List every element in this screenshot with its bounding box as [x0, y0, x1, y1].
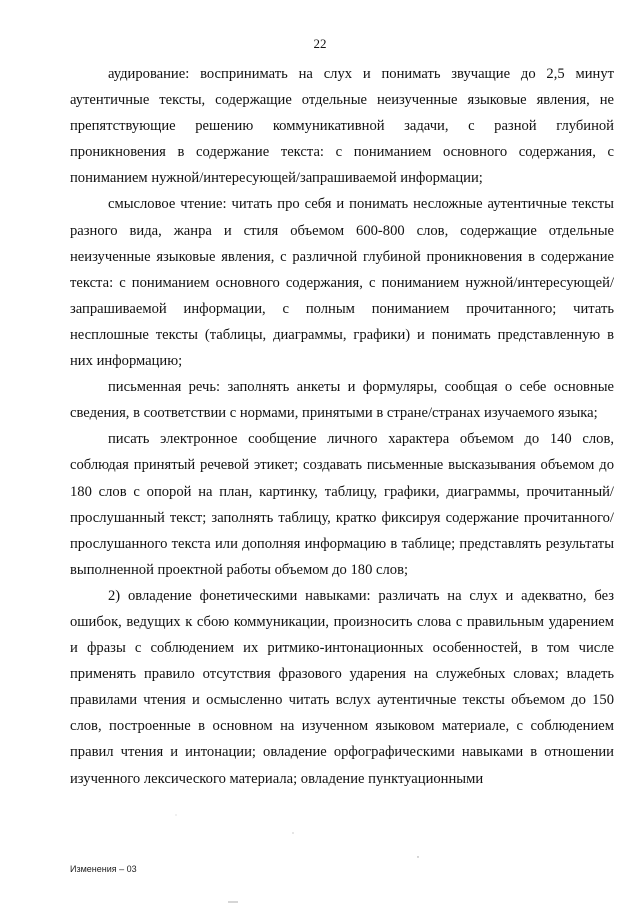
- paragraph-reading: смысловое чтение: читать про себя и понимать несложные аутентичные тексты разного вида, жанра и стиля объемом 600-800 слов, содержащие отдельные неизученные языковые явления, с различной глубиной проникновения в содержание текста: с пониманием основного содержания, с пониманием нужной/интересующей/запрашиваемой информации, с полным пониманием прочитанного; читать несплошные тексты (таблицы, диаграммы, графики) и понимать представленную в них информацию;: [70, 196, 614, 370]
- document-body: [70, 61, 614, 792]
- paragraph-phonetics: 2) овладение фонетическими навыками: различать на слух и адекватно, без ошибок, ведущих к сбою коммуникации, произносить слова с правильным ударением и фразы с соблюдением их ритмико-интонационных особенностей, в том числе применять правило отсутствия фразового ударения на служебных словах; владеть правилами чтения и осмысленно читать вслух аутентичные тексты объемом до 150 слов, построенные в основном на изученном языковом материале, с соблюдением правил чтения и интонации; овладение орфографическими навыками в отношении изученного лексического материала; овладение пунктуационными: [70, 587, 614, 787]
- page-number: 22: [313, 36, 327, 51]
- paragraph-writing: письменная речь: заполнять анкеты и формуляры, сообщая о себе основные сведения, в соответствии с нормами, принятыми в стране/странах изучаемого языка;: [70, 379, 614, 422]
- paragraph-email-writing: писать электронное сообщение личного характера объемом до 140 слов, соблюдая принятый речевой этикет; создавать письменные высказывания объемом до 180 слов с опорой на план, картинку, таблицу, графики, диаграммы, прочитанный/прослушанный текст; заполнять таблицу, кратко фиксируя содержание прочитанного/прослушанного текста или дополняя информацию в таблице; представлять результаты выполненной проектной работы объемом до 180 слов;: [70, 431, 614, 578]
- footer-revision: Изменения – 03: [70, 864, 137, 874]
- paragraph-listening: аудирование: воспринимать на слух и понимать звучащие до 2,5 минут аутентичные тексты, содержащие отдельные неизученные языковые явления, не препятствующие решению коммуникативной задачи, с разной глубиной проникновения в содержание текста: с пониманием основного содержания, с пониманием нужной/интересующей/запрашиваемой информации;: [70, 66, 614, 187]
